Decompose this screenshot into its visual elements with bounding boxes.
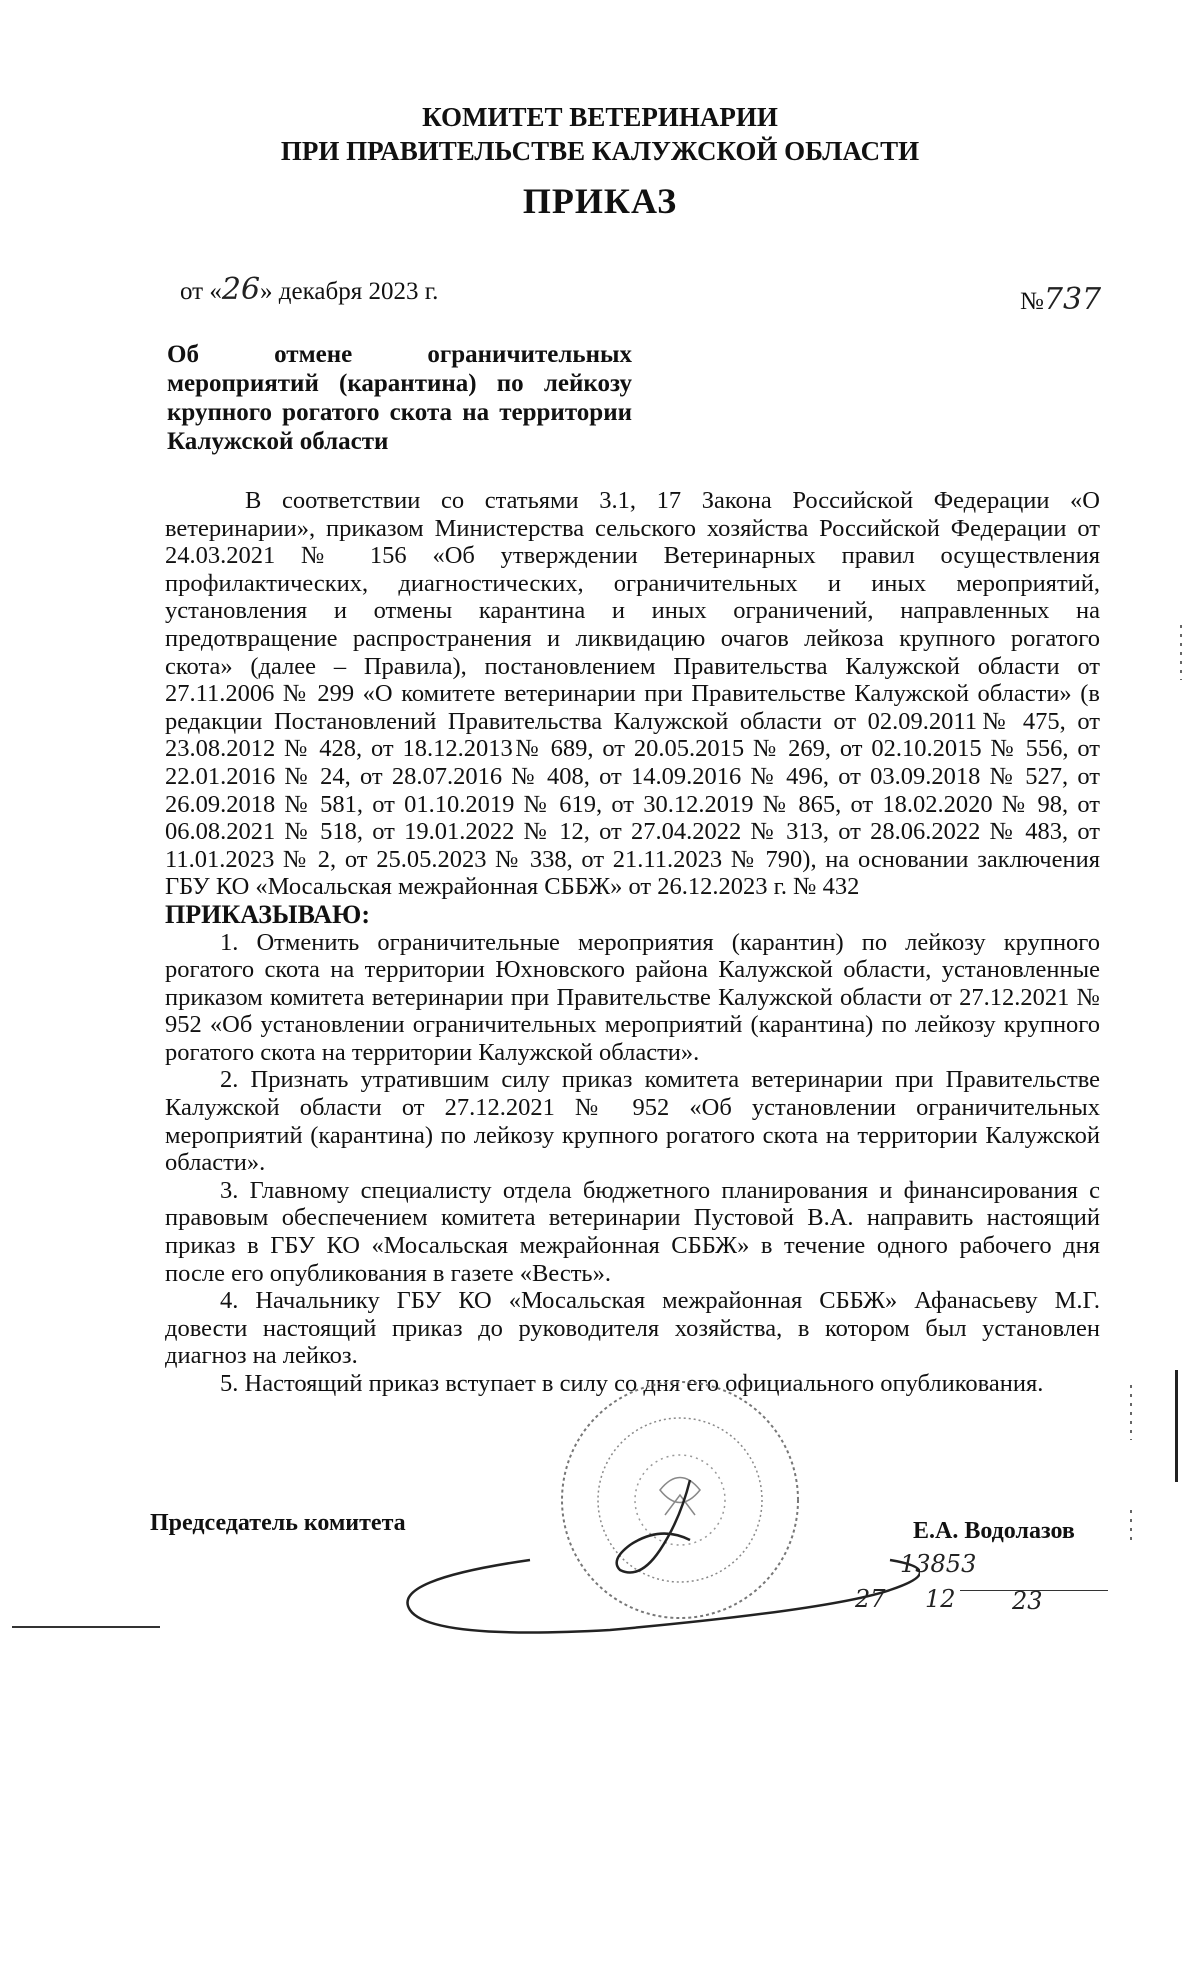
document-subject: Об отмене ограничительных мероприятий (карантина) по лейкозу крупного рогатого скота на территории Калужской области (167, 341, 632, 455)
scan-edge-mark (1175, 1370, 1178, 1482)
signatory-name: Е.А. Водолазов (913, 1518, 1075, 1544)
issuer-line-2: ПРИ ПРАВИТЕЛЬСТВЕ КАЛУЖСКОЙ ОБЛАСТИ (280, 136, 920, 166)
margin-line (12, 1626, 160, 1628)
document-title: ПРИКАЗ (522, 181, 678, 221)
date-prefix: от « (180, 278, 222, 305)
signatory-position: Председатель комитета (150, 1510, 406, 1536)
registration-year: 23 (1012, 1587, 1043, 1615)
issuer-header (0, 100, 1200, 168)
date-day-handwritten: 26 (221, 272, 261, 307)
document-date (180, 272, 438, 307)
preamble-paragraph: В соответствии со статьями 3.1, 17 Закона Российской Федерации «О ветеринарии», приказом Министерства сельского хозяйства Российской Федерации от 24.03.2021 № 156 «Об утверждении Ветеринарных правил осуществления профилактических, диагностических, ограничительных и иных мероприятий, установления и отмены карантина и иных ограничений, направленных на предотвращение распространения и ликвидацию очагов лейкоза крупного рогатого скота» (далее – Правила), постановлением Правительства Калужской области от 27.11.2006 № 299 «О комитете ветеринарии при Правительстве Калужской области» (в редакции Постановлений Правительства Калужской области от 02.09.2011№ 475, от 23.08.2012 № 428, от 18.12.2013№ 689, от 20.05.2015 № 269, от 02.10.2015 № 556, от 22.01.2016 № 24, от 28.07.2016 № 408, от 14.09.2016 № 496, от 03.09.2018 № 527, от 26.09.2018 № 581, от 01.10.2019 № 619, от 30.12.2019 № 865, от 18.02.2020 № 98, от 06.08.2021 № 518, от 19.01.2022 № 12, от 27.04.2022 № 313, от 28.06.2022 № 483, от 11.01.2023 № 2, от 25.05.2023 № 338, от 21.11.2023 № 790), на основании заключения ГБУ КО «Мосальская межрайонная СББЖ» от 26.12.2023 г. № 432 (165, 487, 1100, 901)
document-body (165, 487, 1100, 1398)
registration-number: 13853 (900, 1550, 977, 1578)
order-item-1: 1. Отменить ограничительные мероприятия (карантин) по лейкозу крупного рогатого скота на территории Юхновского района Калужской области, установленные приказом комитета ветеринарии при Правительстве Калужской области от 27.12.2021 № 952 «Об установлении ограничительных мероприятий (карантина) по лейкозу крупного рогатого скота на территории Калужской области». (165, 928, 1100, 1066)
issuer-line-1: КОМИТЕТ ВЕТЕРИНАРИИ (422, 102, 778, 132)
scan-dots-1 (1180, 625, 1182, 680)
order-item-2: 2. Признать утратившим силу приказ комитета ветеринарии при Правительстве Калужской области от 27.12.2021 № 952 «Об установлении ограничительных мероприятий (карантина) по лейкозу крупного рогатого скота на территории Калужской области». (165, 1066, 1100, 1177)
order-item-5: 5. Настоящий приказ вступает в силу со дня его официального опубликования. (220, 1370, 1044, 1397)
date-suffix: » декабря 2023 г. (260, 278, 439, 305)
order-item-3: 3. Главному специалисту отдела бюджетного планирования и финансирования с правовым обеспечением комитета ветеринарии Пустовой В.А. направить настоящий приказ в ГБУ КО «Мосальская межрайонная СББЖ» в течение одного рабочего дня после его опубликования в газете «Весть». (165, 1176, 1100, 1287)
order-item-4: 4. Начальнику ГБУ КО «Мосальская межрайонная СББЖ» Афанасьеву М.Г. довести настоящий приказ до руководителя хозяйства, в котором был установлен диагноз на лейкоз. (165, 1287, 1100, 1370)
scan-dots-2 (1130, 1385, 1132, 1440)
registration-day: 27 (855, 1585, 886, 1613)
number-handwritten: 737 (1043, 282, 1102, 317)
registration-month: 12 (925, 1585, 956, 1613)
scan-dots-3 (1130, 1510, 1132, 1540)
number-prefix: № (1020, 288, 1044, 315)
document-number (1020, 282, 1101, 317)
order-word: ПРИКАЗЫВАЮ: (165, 899, 370, 929)
signature-scribble-icon (400, 1470, 920, 1640)
